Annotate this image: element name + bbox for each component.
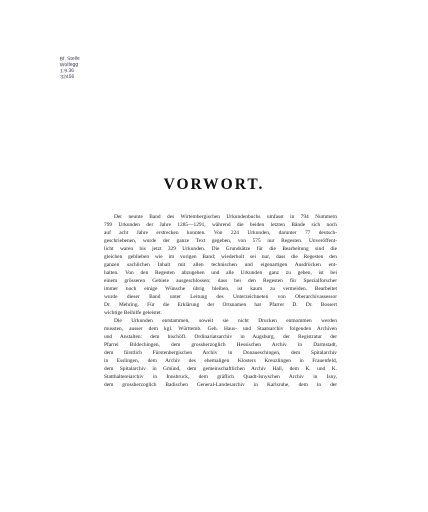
marginalia-line: 1.9.36	[60, 67, 75, 75]
text-line: ganzen sachlichen Inhalt mit allen technischen und eigenartigen Ausdrücken ent-	[104, 262, 337, 268]
text-line: einem grösseren Gebiete ausgeschlossen; dass bei den Regesten für Spezialforscher	[104, 278, 337, 284]
text-line: und Anstalten: dem bischöfl. Ordinariatsarchiv in Augsburg, der Registratur der	[104, 334, 337, 340]
text-line: halten. Von den Regesten abzugehen und alle Urkunden ganz zu geben, ist bei	[104, 270, 337, 276]
marginalia-line: Wolfegg	[59, 61, 79, 69]
text-line: immer noch einige Wünsche übrig bleiben, ist kaum zu vermeiden. Bearbeitet	[104, 286, 337, 292]
text-line: in Esslingen, dem Archiv des ehemaligen Klosters Kreuzlingen in Frauenfeld,	[104, 358, 337, 364]
text-line: mussten, ausser dem kgl. Württemb. Geh. Haus- und Staatsarchiv folgenden Archiven	[104, 326, 337, 332]
text-line: gleichen geblieben wie im vorigen Band; wiederholt sei nur, dass die Regesten den	[104, 254, 337, 260]
text-line: dem fürstlich Fürstenbergischen Archiv in Donaueschingen, dem Spitalarchiv	[104, 350, 337, 356]
page-title: VORWORT.	[163, 176, 265, 193]
text-line: geschriebenen, wurde der ganze Text gegeben, von 575 nur Regesten. Unveröffent-	[104, 238, 337, 244]
text-line: wurde dieser Band unter Leitung des Unterzeichneten von Oberarchivassessor	[104, 294, 337, 300]
marginalia-line: Bf. Stelle	[59, 55, 80, 63]
body-text	[104, 213, 337, 389]
text-line: auf acht Jahre erstrecken konnten. Von 224 Urkunden, darunter 77 deutsch-	[104, 230, 337, 236]
text-line: Statthaltereiarchiv in Innsbruck, dem gräflich Quadt-Isnyschen Archiv in Isny,	[104, 374, 337, 380]
text-line: licht waren bis jetzt 329 Urkunden. Die Grundsätze für die Bearbeitung sind die	[104, 246, 337, 252]
text-line: Die Urkunden entstammen, soweit sie nicht Drucken entnommen werden	[114, 318, 337, 324]
paragraph-1	[104, 213, 337, 317]
text-line: Pfarrei Bildechingen, dem grossherzoglich Hessischen Archiv in Darmstadt,	[104, 342, 337, 348]
text-line: Dr. Mehring. Für die Erklärung der Ortsnamen hat Pfarrer D. Dr. Bossert	[104, 302, 337, 308]
text-line: Der neunte Band des Wirtembergischen Urkundenbuchs umfasst in 794 Nummern	[114, 214, 337, 220]
paragraph-2	[104, 317, 337, 389]
text-line: dem Spitalarchiv in Gmünd, dem gemeinschaftlichen Archiv Hall, dem K. und K.	[104, 366, 337, 372]
text-line: wichtige Beihilfe geleistet.	[104, 310, 162, 316]
text-line: dem grossherzoglich Badischen General-Landesarchiv in Karlsruhe, dem in der	[104, 382, 337, 388]
text-line: 799 Urkunden der Jahre 1285—1291, während die beiden letzten Bände sich noch	[104, 222, 337, 228]
marginalia-line: 32456	[60, 73, 75, 81]
handwritten-marginalia	[60, 56, 81, 81]
